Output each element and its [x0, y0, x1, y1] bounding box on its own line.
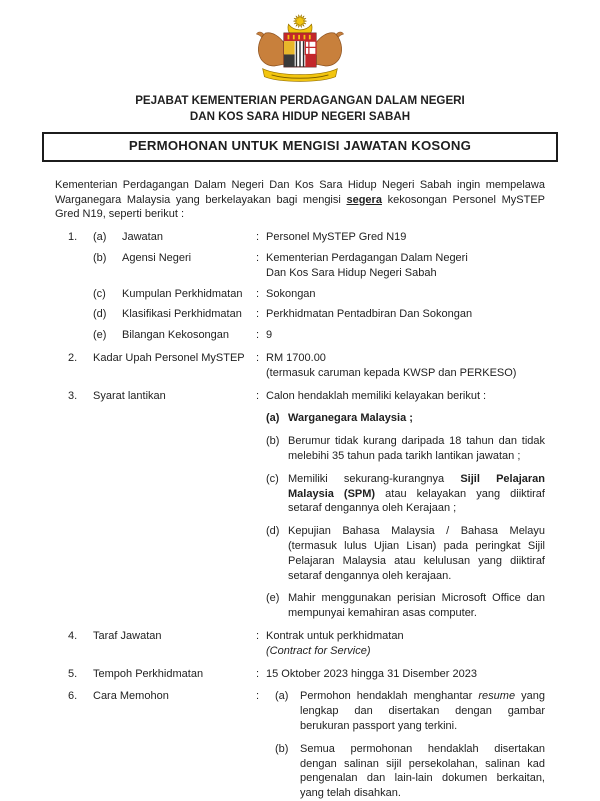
sub-item-letter: (c)	[266, 472, 279, 485]
sub-item-letter: (b)	[266, 435, 280, 448]
value-line	[266, 307, 545, 322]
row-colon: :	[256, 231, 260, 244]
item-number: 2.	[68, 351, 78, 364]
row-colon: :	[256, 667, 260, 680]
row-value	[266, 629, 545, 659]
value-line	[266, 389, 545, 404]
tiger-left-icon	[258, 33, 284, 66]
sub-item	[266, 472, 545, 516]
value-line	[266, 667, 545, 682]
item-number: 3.	[68, 389, 78, 402]
list-item	[55, 351, 545, 381]
row-value	[266, 667, 545, 682]
value-line	[266, 328, 545, 343]
row-colon: :	[256, 351, 260, 364]
row-value	[266, 351, 545, 381]
item-body	[93, 230, 545, 343]
row-colon: :	[256, 690, 260, 703]
sub-items	[266, 411, 545, 621]
item-body	[93, 689, 545, 801]
value-line	[266, 251, 545, 266]
row-colon: :	[256, 389, 260, 402]
text-segment: Sokongan	[266, 287, 316, 300]
office-name-line-2: DAN KOS SARA HIDUP NEGERI SABAH	[189, 109, 411, 123]
document-body	[55, 178, 545, 801]
list-item	[55, 667, 545, 682]
row-label: Bilangan Kekosongan	[122, 329, 230, 342]
value-line	[266, 629, 545, 644]
row-value	[266, 689, 545, 801]
item-row	[93, 629, 545, 659]
value-line	[266, 287, 545, 302]
text-segment: Semua permohonan hendaklah disertakan dengan salinan sijil persekolahan, salinan kad pengenalan dan lain-lain dokumen berkaitan, yang telah disahkan.	[300, 742, 545, 800]
office-name-line-1: PEJABAT KEMENTERIAN PERDAGANGAN DALAM NEGERI	[135, 94, 465, 107]
tiger-right-icon	[316, 33, 342, 66]
text-segment: Kepujian Bahasa Malaysia / Bahasa Melayu (termasuk lulus Ujian Lisan) pada peringkat Sijil Pelajaran Malaysia atau kelulusan yang diiktiraf setaraf dengannya oleh kerajaan.	[288, 525, 545, 582]
row-value	[266, 287, 545, 302]
item-row	[93, 251, 545, 281]
intro-paragraph	[55, 178, 545, 222]
item-number: 6.	[68, 690, 78, 703]
item-row	[93, 667, 545, 682]
sub-item	[275, 742, 545, 801]
text-segment: Kontrak untuk perkhidmatan	[266, 629, 404, 642]
row-label: Taraf Jawatan	[93, 629, 162, 642]
row-label: Syarat lantikan	[93, 389, 166, 402]
row-colon: :	[256, 329, 260, 342]
text-segment: Warganegara Malaysia ;	[288, 412, 413, 425]
text-segment: Sijil Pelajaran Malaysia (SPM)	[288, 472, 545, 500]
row-label: Kadar Upah Personel MySTEP	[93, 351, 245, 364]
text-segment: Berumur tidak kurang daripada 18 tahun dan tidak melebihi 35 tahun pada tarikh lantikan jawatan ;	[288, 435, 545, 462]
list-item	[55, 389, 545, 621]
row-value	[266, 230, 545, 245]
row-value	[266, 307, 545, 322]
text-segment: Calon hendaklah memiliki kelayakan berikut :	[266, 389, 487, 402]
text-segment: (Contract for Service)	[266, 644, 371, 657]
item-row	[93, 389, 545, 621]
item-row	[93, 689, 545, 801]
text-segment: yang lengkap dan disertakan dengan gambar berukuran passport yang terkini.	[300, 690, 545, 732]
text-segment: atau kelayakan yang diiktiraf setaraf dengannya oleh Kerajaan ;	[288, 487, 545, 515]
sub-item-letter: (e)	[266, 592, 280, 605]
text-segment: 9	[266, 329, 273, 342]
sub-item-letter: (a)	[266, 412, 280, 425]
text-segment: kekosongan Personel MySTEP Gred N19, seperti berikut :	[55, 193, 545, 221]
value-line	[266, 230, 545, 245]
banner-ribbon-icon	[263, 69, 338, 82]
sub-items	[266, 689, 545, 801]
row-value	[266, 389, 545, 621]
text-segment: 15 Oktober 2023 hingga 31 Disember 2023	[266, 667, 477, 680]
announcement-title-box	[42, 132, 558, 162]
item-body	[93, 667, 545, 682]
sub-item-letter: (a)	[275, 690, 289, 703]
row-label: Tempoh Perkhidmatan	[93, 667, 204, 680]
item-number: 4.	[68, 629, 78, 642]
item-row	[93, 230, 545, 245]
value-line	[266, 366, 545, 381]
text-segment: Personel MySTEP Gred N19	[266, 231, 407, 244]
list-item	[55, 629, 545, 659]
item-row	[93, 351, 545, 381]
item-row	[93, 328, 545, 343]
item-number: 5.	[68, 667, 78, 680]
row-value	[266, 251, 545, 281]
row-letter: (c)	[93, 287, 106, 300]
text-segment: Memiliki sekurang-kurangnya	[288, 472, 461, 485]
row-label: Agensi Negeri	[122, 251, 192, 264]
text-segment: Mahir menggunakan perisian Microsoft Office dan mempunyai kemahiran asas computer.	[288, 592, 545, 620]
text-segment: Kementerian Perdagangan Dalam Negeri Dan Kos Sara Hidup Negeri Sabah ingin mempelawa Warganegara Malaysia yang berkelayakan bagi mengisi	[55, 178, 545, 206]
item-row	[93, 287, 545, 302]
row-letter: (b)	[93, 251, 107, 264]
value-line	[266, 266, 545, 281]
items-list	[55, 230, 545, 801]
row-letter: (e)	[93, 329, 107, 342]
text-segment: segera	[346, 193, 382, 206]
sub-item-letter: (b)	[275, 742, 289, 755]
list-item	[55, 689, 545, 801]
item-row	[93, 307, 545, 322]
row-label: Klasifikasi Perkhidmatan	[122, 308, 242, 321]
value-line	[266, 351, 545, 366]
row-colon: :	[256, 629, 260, 642]
row-letter: (d)	[93, 308, 107, 321]
row-label: Kumpulan Perkhidmatan	[122, 287, 243, 300]
text-segment: Perkhidmatan Pentadbiran Dan Sokongan	[266, 308, 473, 321]
value-line	[266, 644, 545, 659]
item-body	[93, 629, 545, 659]
sub-item-letter: (d)	[266, 525, 280, 538]
sub-item	[266, 434, 545, 464]
announcement-title: PERMOHONAN UNTUK MENGISI JAWATAN KOSONG	[128, 138, 472, 153]
row-letter: (a)	[93, 231, 107, 244]
sub-item	[266, 524, 545, 583]
malaysia-coat-of-arms-icon	[234, 10, 366, 90]
row-label: Jawatan	[122, 231, 163, 244]
item-body	[93, 351, 545, 381]
list-item	[55, 230, 545, 343]
text-segment: resume	[478, 690, 516, 703]
row-colon: :	[256, 287, 260, 300]
item-body	[93, 389, 545, 621]
sub-item	[275, 689, 545, 733]
item-number: 1.	[68, 231, 78, 244]
sub-item	[266, 591, 545, 621]
row-label: Cara Memohon	[93, 690, 169, 703]
text-segment: Dan Kos Sara Hidup Negeri Sabah	[266, 266, 437, 279]
text-segment: RM 1700.00	[266, 351, 326, 364]
emblem-container	[0, 10, 600, 90]
text-segment: Permohon hendaklah menghantar	[300, 690, 479, 703]
row-value	[266, 328, 545, 343]
row-colon: :	[256, 251, 260, 264]
row-colon: :	[256, 308, 260, 321]
text-segment: (termasuk caruman kepada KWSP dan PERKESO)	[266, 366, 517, 379]
text-segment: Kementerian Perdagangan Dalam Negeri	[266, 251, 468, 264]
sub-item	[266, 411, 545, 426]
